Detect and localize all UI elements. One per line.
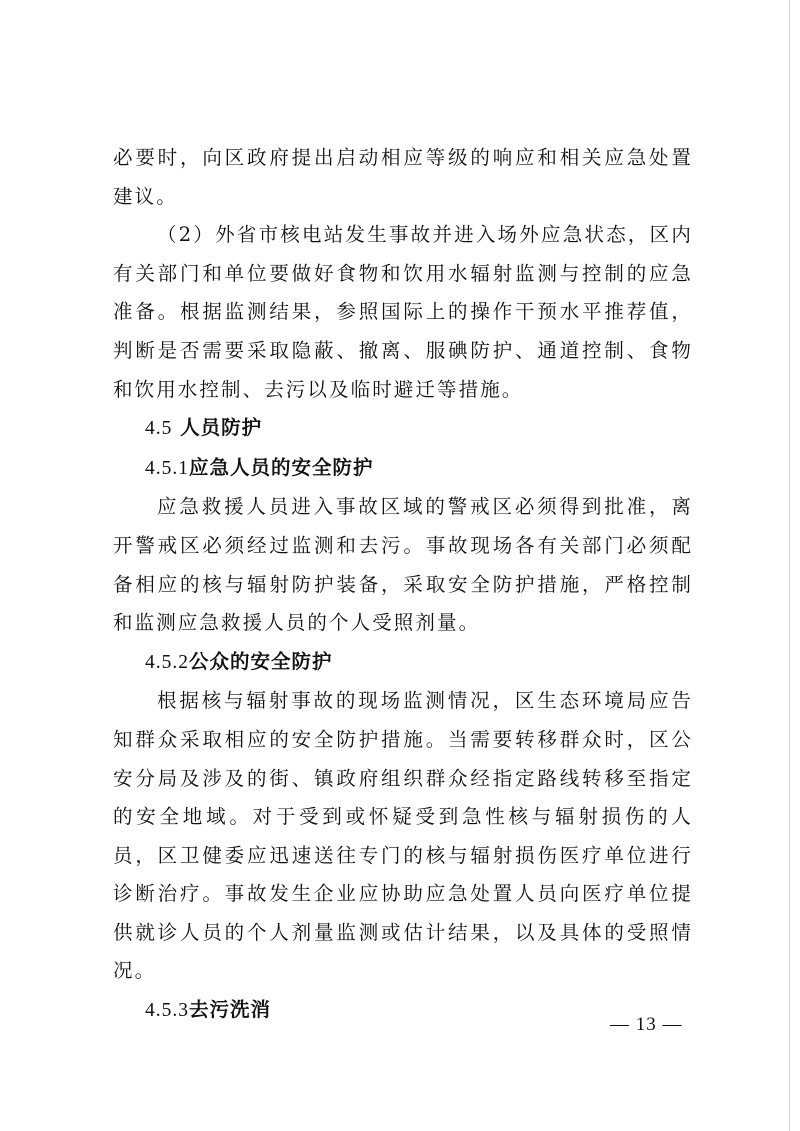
section-title: 应急人员的安全防护 [189,455,374,479]
section-heading-4-5-2 [113,643,693,683]
section-heading-4-5-3 [113,991,693,1031]
document-body [113,139,693,1031]
section-number: 4.5.3 [145,1000,189,1022]
section-number: 4.5 [145,418,173,440]
section-title: 去污洗消 [189,998,272,1022]
section-title: 公众的安全防护 [189,649,333,673]
section-heading-4-5-1 [113,449,693,489]
page-number: — 13 — [610,1014,683,1035]
section-number: 4.5.1 [145,457,189,479]
paragraph-continuation: 必要时，向区政府提出启动相应等级的响应和相关应急处置建议。 [113,146,693,208]
paragraph-emergency-personnel: 应急救援人员进入事故区域的警戒区必须得到批准，离开警戒区必须经过监测和去污。事故现场各有关部门必须配备相应的核与辐射防护装备，采取安全防护措施，严格控制和监测应急救援人员的个人受照剂量。 [113,495,693,635]
paragraph-nuclear-plant-accident: （2）外省市核电站发生事故并进入场外应急状态，区内有关部门和单位要做好食物和饮用水辐射监测与控制的应急准备。根据监测结果，参照国际上的操作干预水平推荐值，判断是否需要采取隐蔽、撤离、服碘防护、通道控制、食物和饮用水控制、去污以及临时避迁等措施。 [113,223,693,401]
section-heading-4-5 [113,409,693,449]
paragraph-public-protection: 根据核与辐射事故的现场监测情况，区生态环境局应告知群众采取相应的安全防护措施。当需要转移群众时，区公安分局及涉及的街、镇政府组织群众经指定路线转移至指定的安全地域。对于受到或怀疑受到急性核与辐射损伤的人员，区卫健委应迅速送往专门的核与辐射损伤医疗单位进行诊断治疗。事故发生企业应协助应急处置人员向医疗单位提供就诊人员的个人剂量监测或估计结果，以及具体的受照情况。 [113,689,693,983]
scan-edge-line [789,0,790,1131]
section-number: 4.5.2 [145,651,189,673]
section-title: 人员防护 [180,416,263,440]
